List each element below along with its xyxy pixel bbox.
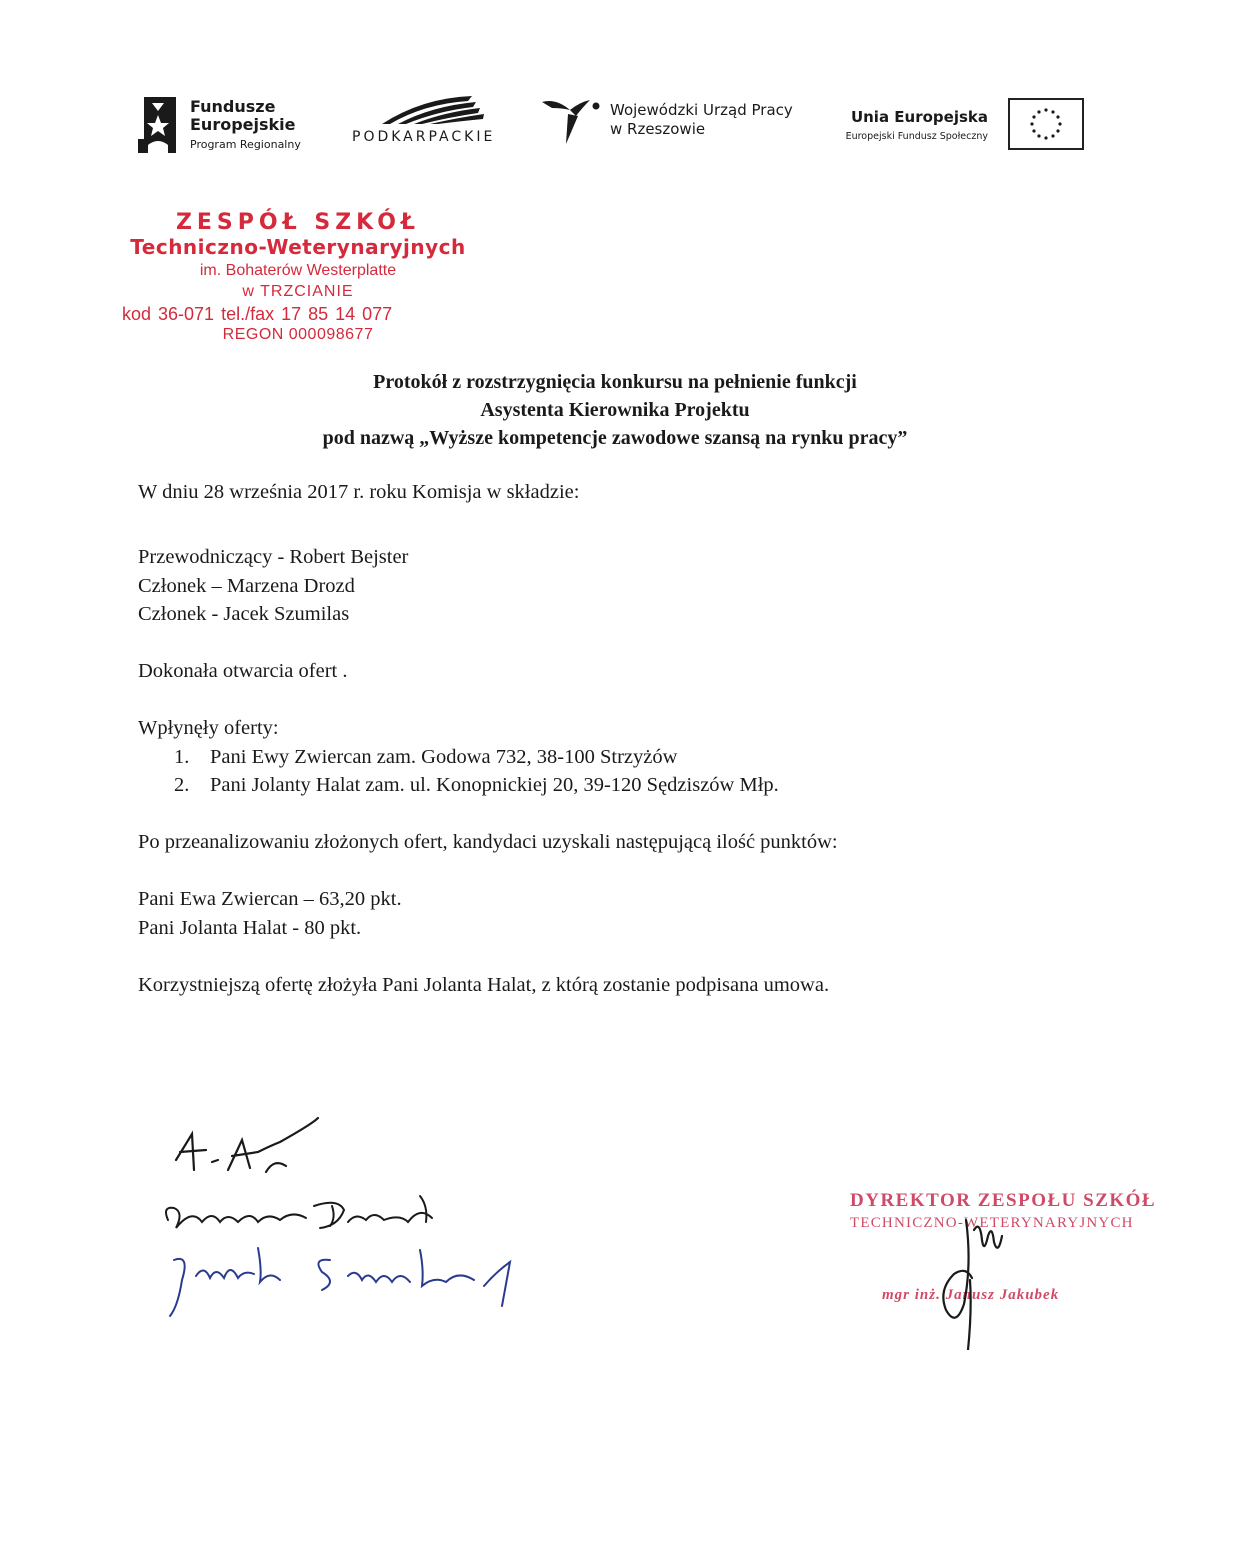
title-line2: Asystenta Kierownika Projektu	[480, 399, 750, 421]
signatures-drawing	[162, 1110, 542, 1330]
school-stamp-line2: Techniczno-Weterynaryjnych	[130, 235, 466, 259]
intro-paragraph: W dniu 28 września 2017 r. roku Komisja w składzie:	[138, 481, 580, 503]
committee-member: Przewodniczący - Robert Bejster	[138, 546, 409, 568]
opening-paragraph: Dokonała otwarcia ofert .	[138, 660, 348, 682]
offer-number: 2.	[174, 774, 190, 796]
logo-unia-europejska	[812, 96, 1084, 154]
ue-line1: Unia Europejska	[850, 108, 988, 126]
signature-bejster	[176, 1118, 318, 1172]
director-stamp	[842, 1190, 1162, 1350]
list-item	[174, 743, 1098, 772]
director-stamp-line1: DYREKTOR ZESPOŁU SZKÓŁ	[850, 1190, 1157, 1211]
signature-szumilas	[170, 1248, 510, 1316]
fundusze-line2: Europejskie	[190, 115, 296, 134]
signature-jakubek	[842, 1170, 1162, 1350]
eu-flag-icon	[1008, 98, 1084, 150]
score-line: Pani Ewa Zwiercan – 63,20 pkt.	[138, 888, 402, 910]
logo-wup-rzeszow	[540, 96, 805, 152]
director-stamp-line3: mgr inż. Janusz Jakubek	[882, 1287, 1060, 1303]
school-stamp-line3: im. Bohaterów Westerplatte	[199, 262, 397, 279]
committee-signatures	[162, 1110, 542, 1330]
wup-line2: w Rzeszowie	[610, 120, 706, 138]
list-item	[174, 771, 1098, 800]
fundusze-line3: Program Regionalny	[190, 138, 301, 151]
signature-drozd	[166, 1196, 432, 1228]
logo-podkarpackie	[352, 92, 524, 150]
analysis-paragraph: Po przeanalizowaniu złożonych ofert, kandydaci uzyskali następującą ilość punktów:	[138, 831, 838, 853]
director-stamp-line2: TECHNICZNO-WETERYNARYJNYCH	[850, 1215, 1134, 1231]
committee-member: Członek - Jacek Szumilas	[138, 603, 350, 625]
committee-member: Członek – Marzena Drozd	[138, 574, 355, 597]
score-line: Pani Jolanta Halat - 80 pkt.	[138, 916, 362, 939]
school-stamp-line5: kod 36-071 tel./fax 17 85 14 077	[122, 304, 393, 324]
school-stamp	[118, 210, 478, 350]
title-line1: Protokół z rozstrzygnięcia konkursu na pełnienie funkcji	[373, 371, 857, 393]
ue-line2: Europejski Fundusz Społeczny	[845, 131, 988, 142]
offers-heading: Wpłynęły oferty:	[138, 717, 279, 739]
fundusze-line1: Fundusze	[190, 97, 276, 116]
school-stamp-line1: ZESPÓŁ SZKÓŁ	[175, 210, 421, 235]
school-stamp-line6: REGON 000098677	[222, 326, 374, 343]
wup-line1: Wojewódzki Urząd Pracy	[610, 101, 793, 119]
wup-bird-icon	[540, 96, 602, 150]
logo-fundusze-europejskie	[138, 93, 328, 159]
document-title	[200, 368, 1030, 452]
offers-list	[138, 743, 1098, 800]
document-body	[138, 478, 1098, 999]
school-stamp-line4: w TRZCIANIE	[242, 283, 354, 300]
fundusze-europejskie-star-icon	[138, 93, 184, 159]
podkarpackie-stripes-icon	[352, 92, 524, 128]
offer-text: Pani Jolanty Halat zam. ul. Konopnickiej 20, 39-120 Sędziszów Młp.	[210, 774, 779, 796]
offer-text: Pani Ewy Zwiercan zam. Godowa 732, 38-100 Strzyżów	[210, 745, 678, 768]
conclusion-paragraph: Korzystniejszą ofertę złożyła Pani Jolanta Halat, z którą zostanie podpisana umowa.	[138, 973, 830, 996]
offer-number: 1.	[174, 745, 190, 768]
title-line3: pod nazwą „Wyższe kompetencje zawodowe szansą na rynku pracy”	[322, 427, 908, 449]
podkarpackie-text: PODKARPACKIE	[352, 129, 496, 145]
